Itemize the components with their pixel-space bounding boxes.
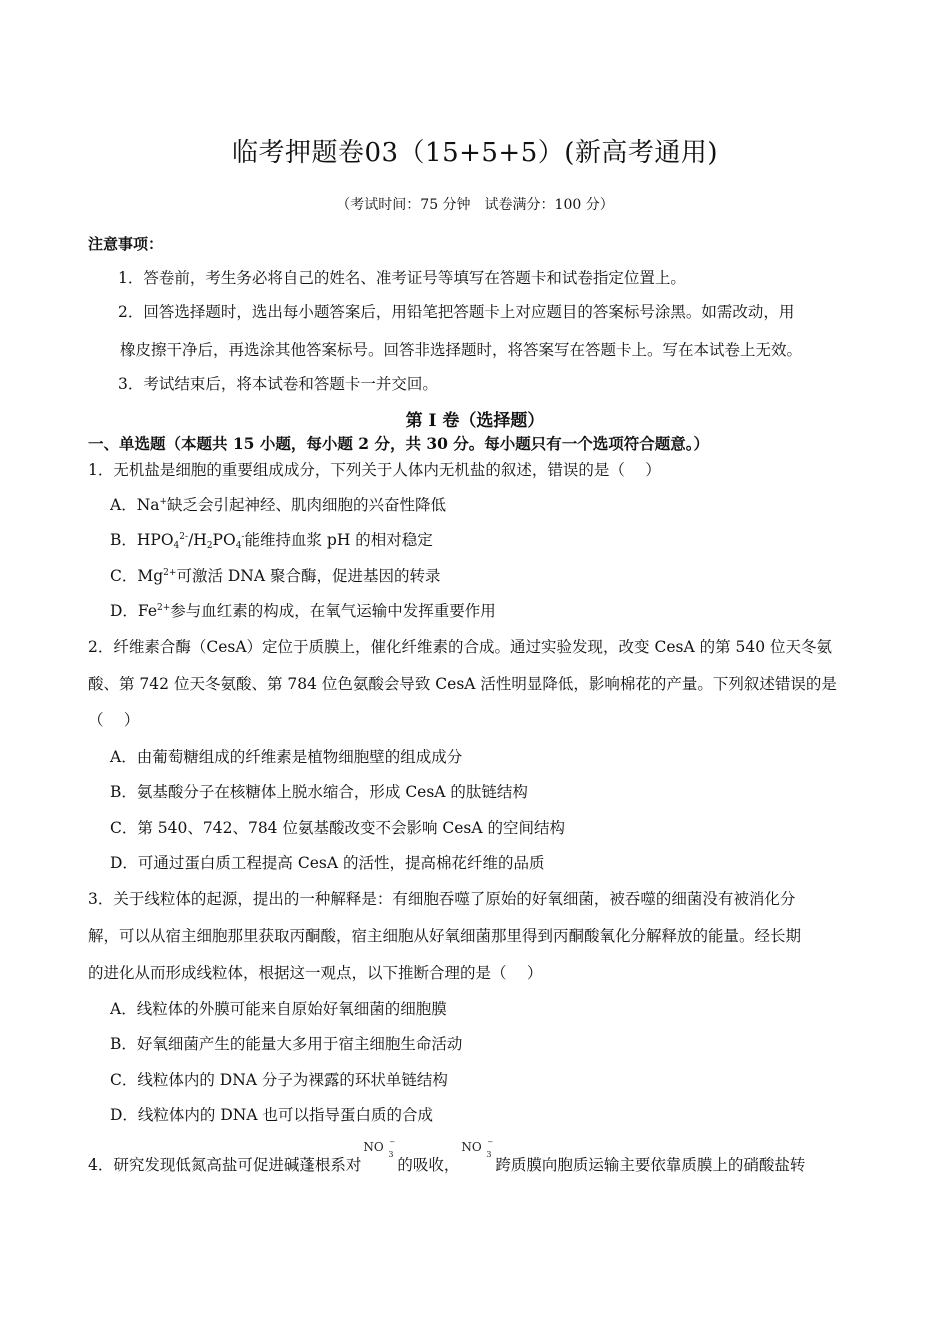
note-item: 3．考试结束后，将本试卷和答题卡一并交回。: [118, 375, 438, 393]
question-1-option-d: D．$Fe^{2+}$参与血红素的构成，在氧气运输中发挥重要作用: [110, 602, 496, 620]
question-1-option-a: A．Na+缺乏会引起神经、肌肉细胞的兴奋性降低: [110, 496, 447, 514]
notes-heading: 注意事项：: [88, 235, 164, 253]
part-title: 一、单选题（本题共 15 小题，每小题 2 分，共 30 分。每小题只有一个选项符合题意。）: [88, 434, 710, 453]
question-1-option-b: B．$HPO_4^{2-}/H_2PO_4^-$能维持血浆 pH 的相对稳定: [110, 531, 433, 551]
question-2-option-c: C．第 540、742、784 位氨基酸改变不会影响 CesA 的空间结构: [110, 819, 566, 837]
question-2-stem-continued: 酸、第 742 位天冬氨酸、第 784 位色氨酸会导致 CesA 活性明显降低，影响棉花的产量。下列叙述错误的是: [88, 675, 837, 693]
question-3-option-b: B．好氧细菌产生的能量大多用于宿主细胞生命活动: [110, 1035, 463, 1053]
nitrate-formula: [361, 1138, 397, 1174]
question-3-option-d: D．线粒体内的 DNA 也可以指导蛋白质的合成: [110, 1106, 433, 1124]
question-3-stem: 3．关于线粒体的起源，提出的一种解释是：有细胞吞噬了原始的好氧细菌，被吞噬的细菌没有被消化分: [88, 890, 796, 908]
question-2-option-a: A．由葡萄糖组成的纤维素是植物细胞壁的组成成分: [110, 748, 463, 766]
question-3-stem-continued: 的进化从而形成线粒体，根据这一观点，以下推断合理的是（ ）: [88, 964, 543, 982]
question-3-option-c: C．线粒体内的 DNA 分子为裸露的环状单链结构: [110, 1071, 448, 1089]
formula-charge: −: [389, 1138, 396, 1146]
page-title: 临考押题卷03（15+5+5）(新高考通用): [231, 138, 719, 168]
note-item-continued: 橡皮擦干净后，再选涂其他答案标号。回答非选择题时，将答案写在答题卡上。写在本试卷上无效。: [120, 341, 803, 359]
section-title: 第 I 卷（选择题）: [405, 411, 545, 431]
formula-subscript: 3: [486, 1150, 492, 1159]
stem-text: 4．研究发现低氮高盐可促进碱蓬根系对: [88, 1156, 362, 1174]
option-text: 可激活 DNA 聚合酶，促进基因的转录: [176, 567, 441, 585]
question-1-option-c: C．$Mg^{2+}$可激活 DNA 聚合酶，促进基因的转录: [110, 567, 441, 585]
question-2-option-b: B．氨基酸分子在核糖体上脱水缩合，形成 CesA 的肽链结构: [110, 783, 528, 801]
stem-text: 跨质膜向胞质运输主要依靠质膜上的硝酸盐转: [495, 1156, 806, 1174]
note-item: 2．回答选择题时，选出每小题答案后，用铅笔把答题卡上对应题目的答案标号涂黑。如需改动，用: [118, 303, 795, 321]
note-item: 1．答卷前，考生务必将自己的姓名、准考证号等填写在答题卡和试卷指定位置上。: [118, 269, 686, 287]
question-2-option-d: D．可通过蛋白质工程提高 CesA 的活性，提高棉花纤维的品质: [110, 854, 545, 872]
option-text: 缺乏会引起神经、肌肉细胞的兴奋性降低: [167, 496, 447, 514]
formula-subscript: 3: [388, 1150, 394, 1159]
question-4-stem: [88, 1138, 806, 1175]
option-text: 能维持血浆 pH 的相对稳定: [244, 531, 433, 549]
option-text: 参与血红素的构成，在氧气运输中发挥重要作用: [170, 602, 496, 620]
stem-text: 的吸收，: [397, 1156, 460, 1174]
formula-charge: −: [487, 1138, 494, 1146]
question-3-option-a: A．线粒体的外膜可能来自原始好氧细菌的细胞膜: [110, 1000, 447, 1018]
formula-text: NO: [363, 1140, 384, 1154]
question-1-stem: 1．无机盐是细胞的重要组成成分，下列关于人体内无机盐的叙述，错误的是（ ）: [88, 461, 661, 479]
question-2-stem-continued: （ ）: [88, 711, 140, 729]
exam-info: （考试时间：75 分钟 试卷满分：100 分）: [336, 197, 614, 213]
question-3-stem-continued: 解，可以从宿主细胞那里获取丙酮酸，宿主细胞从好氧细菌那里得到丙酮酸氧化分解释放的能量。经长期: [88, 927, 802, 945]
nitrate-formula: [459, 1138, 495, 1174]
question-2-stem: 2．纤维素合酶（CesA）定位于质膜上，催化纤维素的合成。通过实验发现，改变 CesA 的第 540 位天冬氨: [88, 638, 833, 656]
formula-text: NO: [461, 1140, 482, 1154]
